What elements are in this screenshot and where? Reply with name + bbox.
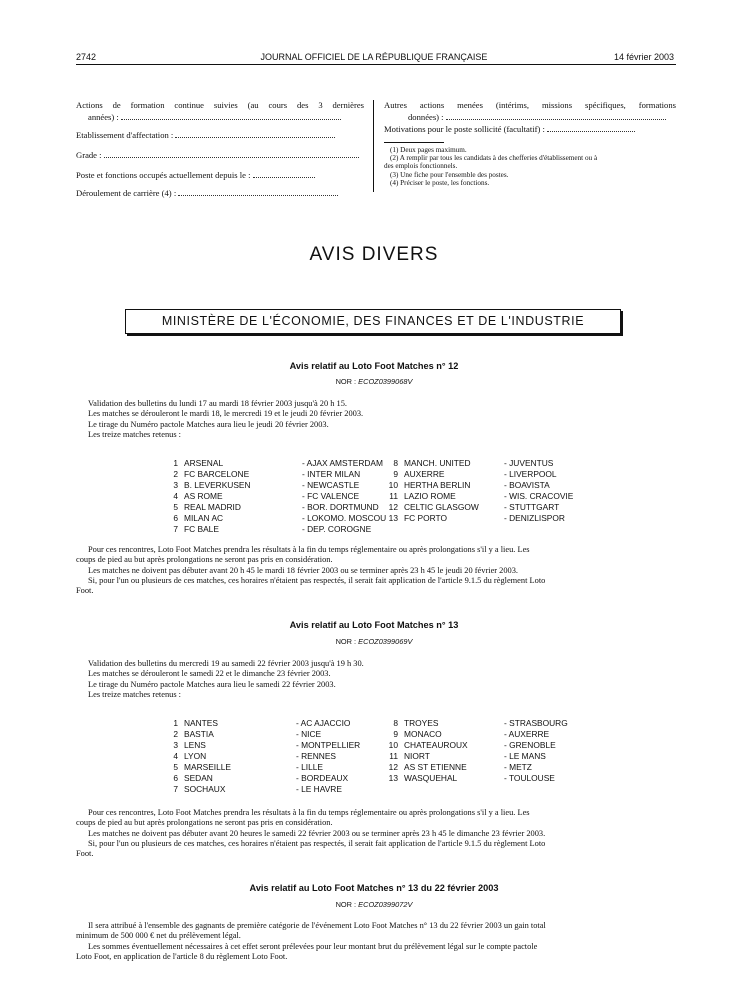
match-number: 5 <box>173 762 178 772</box>
match-home: CHATEAUROUX <box>404 740 468 750</box>
match-row <box>380 729 568 740</box>
avis-2-nor-code: ECOZ0399069V <box>358 637 413 646</box>
match-home: NIORT <box>404 751 430 761</box>
match-away: - LILLE <box>296 762 324 772</box>
match-number: 1 <box>173 458 178 468</box>
avis-1-intro <box>76 399 676 440</box>
avis-1-matches-right <box>380 458 573 524</box>
match-row <box>380 458 573 469</box>
match-away: - AJAX AMSTERDAM <box>302 458 383 468</box>
avis-3-nor: NOR : ECOZ0399072V <box>335 900 413 909</box>
match-number: 4 <box>173 491 178 501</box>
match-away: - JUVENTUS <box>504 458 554 468</box>
match-away: - BOAVISTA <box>504 480 550 490</box>
match-row <box>380 751 568 762</box>
journal-title: JOURNAL OFFICIEL DE LA RÉPUBLIQUE FRANÇAISE <box>260 52 488 62</box>
avis-1-retenus: Les treize matches retenus : <box>88 429 182 439</box>
match-away: - MONTPELLIER <box>296 740 361 750</box>
page-number: 2742 <box>76 52 97 62</box>
avis-1-nor: NOR : ECOZ0399068V <box>335 377 413 386</box>
avis-1-dates: Les matches se dérouleront le mardi 18, le mercredi 19 et le jeudi 20 février 2003. <box>88 409 364 419</box>
match-number: 12 <box>388 762 398 772</box>
avis-1-matches-left <box>164 458 414 535</box>
avis-1-validation: Validation des bulletins du lundi 17 au mardi 18 février 2003 jusqu'à 20 h 15. <box>88 399 347 408</box>
match-home: MANCH. UNITED <box>404 458 471 468</box>
avis-1-conditions-3: Si, pour l'un ou plusieurs de ces matches, ces horaires n'étaient pas respectés, il serait fait application de l'article 9.1.5 du règlement Loto <box>88 575 546 585</box>
footnote-2: (2) A remplir par tous les candidats à des chefferies d'établissement ou à <box>390 154 598 163</box>
issue-date: 14 février 2003 <box>613 52 674 62</box>
match-home: LAZIO ROME <box>404 491 456 501</box>
match-home: BASTIA <box>184 729 214 739</box>
avis-2-nor: NOR : ECOZ0399069V <box>335 637 413 646</box>
footnote-1: (1) Deux pages maximum. <box>390 146 467 154</box>
match-home: MARSEILLE <box>184 762 232 772</box>
match-away: - BOR. DORTMUND <box>302 502 379 512</box>
match-number: 11 <box>389 491 398 501</box>
match-home: TROYES <box>404 718 439 728</box>
match-away: - RENNES <box>296 751 337 761</box>
form-row-formation: Actions de formation continue suivies (au cours des 3 dernières <box>76 100 364 110</box>
match-number: 6 <box>173 513 178 523</box>
match-row <box>164 784 406 795</box>
match-home: HERTHA BERLIN <box>404 480 471 490</box>
avis-2-validation: Validation des bulletins du mercredi 19 au samedi 22 février 2003 jusqu'à 19 h 30. <box>88 659 364 668</box>
match-number: 9 <box>393 729 398 739</box>
avis-1-conditions-1: Pour ces rencontres, Loto Foot Matches prendra les résultats à la fin du temps réglementaire ou après prolongations s'il y a lieu. Les <box>88 545 530 554</box>
match-home: AS ROME <box>184 491 223 501</box>
match-number: 2 <box>173 469 178 479</box>
avis-3-nor-code: ECOZ0399072V <box>358 900 413 909</box>
avis-2-matches-right <box>380 718 568 784</box>
match-row <box>164 718 406 729</box>
avis-2-conditions-3b: Foot. <box>76 849 94 859</box>
match-home: AS ST ETIENNE <box>404 762 467 772</box>
match-number: 9 <box>393 469 398 479</box>
match-number: 10 <box>388 480 398 490</box>
match-home: MONACO <box>404 729 442 739</box>
match-home: SEDAN <box>184 773 213 783</box>
match-home: REAL MADRID <box>184 502 241 512</box>
form-row-grade: Grade : <box>76 149 364 161</box>
match-number: 3 <box>173 740 178 750</box>
avis-2-conditions-3: Si, pour l'un ou plusieurs de ces matches, ces horaires n'étaient pas respectés, il serait fait application de l'article 9.1.5 du règlement Loto <box>88 838 546 848</box>
avis-2-matches-left <box>164 718 406 795</box>
footnote-rule <box>384 142 444 143</box>
form-row-formation-cont: années) : <box>76 111 364 123</box>
match-away: - DEP. COROGNE <box>302 524 372 534</box>
match-number: 4 <box>173 751 178 761</box>
match-row <box>164 480 414 491</box>
match-home: AUXERRE <box>404 469 445 479</box>
match-number: 11 <box>389 751 398 761</box>
match-number: 13 <box>388 513 398 523</box>
header-rule <box>76 64 676 65</box>
match-row <box>380 718 568 729</box>
form-left-column <box>76 100 364 199</box>
ministry-title: MINISTÈRE DE L'ÉCONOMIE, DES FINANCES ET DE L'INDUSTRIE <box>161 314 585 328</box>
match-away: - LE HAVRE <box>296 784 342 794</box>
form-right-column <box>384 100 676 187</box>
avis-2-conditions-2: Les matches ne doivent pas débuter avant 20 heures le samedi 22 février 2003 ou se terminer après 23 h 45 le dimanche 23 février 2003. <box>88 828 546 838</box>
match-row <box>164 469 414 480</box>
avis-3-sommes: Les sommes éventuellement nécessaires à cet effet seront prélevées pour leur montant brut du prélèvement légal sur le compte pactole <box>88 941 538 951</box>
match-away: - AC AJACCIO <box>296 718 351 728</box>
match-number: 10 <box>388 740 398 750</box>
match-away: - LIVERPOOL <box>504 469 557 479</box>
match-row <box>164 502 414 513</box>
match-row <box>380 469 573 480</box>
match-number: 7 <box>173 524 178 534</box>
match-away: - LE MANS <box>504 751 546 761</box>
footnote-2-cont: des emplois fonctionnels. <box>384 162 458 171</box>
match-away: - BORDEAUX <box>296 773 349 783</box>
avis-3-body <box>76 921 676 962</box>
match-number: 2 <box>173 729 178 739</box>
ministry-banner <box>125 309 621 334</box>
match-row <box>164 740 406 751</box>
match-away: - AUXERRE <box>504 729 550 739</box>
footnote-4: (4) Préciser le poste, les fonctions. <box>390 178 490 187</box>
match-number: 13 <box>388 773 398 783</box>
match-number: 6 <box>173 773 178 783</box>
avis-3-gain: Il sera attribué à l'ensemble des gagnants de première catégorie de l'événement Loto Foot Matches n° 13 du 22 février 2003 un gain total <box>88 921 546 930</box>
avis-1-conditions-2: Les matches ne doivent pas débuter avant 20 h 45 le mardi 18 février 2003 ou se terminer après 23 h 45 le jeudi 20 février 2003. <box>88 565 519 575</box>
avis-3-title: Avis relatif au Loto Foot Matches n° 13 du 22 février 2003 <box>249 883 499 893</box>
match-away: - TOULOUSE <box>504 773 555 783</box>
footnotes <box>384 146 676 187</box>
match-away: - LOKOMO. MOSCOU <box>302 513 387 523</box>
avis-1-nor-code: ECOZ0399068V <box>358 377 413 386</box>
match-home: FC BALE <box>184 524 219 534</box>
form-row-etablissement: Etablissement d'affectation : <box>76 129 364 141</box>
match-home: FC BARCELONE <box>184 469 250 479</box>
match-row <box>164 729 406 740</box>
match-home: FC PORTO <box>404 513 447 523</box>
match-number: 5 <box>173 502 178 512</box>
avis-2-retenus: Les treize matches retenus : <box>88 689 182 699</box>
match-away: - STRASBOURG <box>504 718 568 728</box>
match-row <box>380 480 573 491</box>
match-home: B. LEVERKUSEN <box>184 480 251 490</box>
avis-2-title: Avis relatif au Loto Foot Matches n° 13 <box>289 620 459 630</box>
form-row-poste: Poste et fonctions occupés actuellement depuis le : <box>76 169 364 181</box>
avis-2-dates: Les matches se dérouleront le samedi 22 et le dimanche 23 février 2003. <box>88 669 331 679</box>
match-away: - STUTTGART <box>504 502 560 512</box>
section-title: AVIS DIVERS <box>309 244 439 265</box>
match-row <box>164 762 406 773</box>
match-home: ARSENAL <box>184 458 224 468</box>
avis-1-tirage: Le tirage du Numéro pactole Matches aura lieu le jeudi 20 février 2003. <box>88 419 329 429</box>
match-row <box>164 751 406 762</box>
match-row <box>380 762 568 773</box>
form-row-autres-actions-cont: données) : <box>384 111 676 123</box>
match-row <box>380 740 568 751</box>
avis-2-intro <box>76 659 676 700</box>
match-number: 1 <box>173 718 178 728</box>
match-row <box>164 491 414 502</box>
match-home: NANTES <box>184 718 218 728</box>
match-home: WASQUEHAL <box>404 773 458 783</box>
match-away: - NEWCASTLE <box>302 480 360 490</box>
match-home: LENS <box>184 740 206 750</box>
match-row <box>380 502 573 513</box>
form-row-motivations: Motivations pour le poste sollicité (facultatif) : <box>384 123 676 135</box>
match-number: 8 <box>393 458 398 468</box>
match-home: LYON <box>184 751 207 761</box>
form-row-autres-actions: Autres actions menées (intérims, missions spécifiques, formations <box>384 100 676 110</box>
match-row <box>164 773 406 784</box>
match-number: 3 <box>173 480 178 490</box>
avis-2-conditions-1b: coups de pied au but après prolongations ne seront pas pris en considération. <box>76 818 333 828</box>
match-away: - INTER MILAN <box>302 469 361 479</box>
match-home: MILAN AC <box>184 513 224 523</box>
match-row <box>380 513 573 524</box>
form-row-carriere: Déroulement de carrière (4) : <box>76 187 364 199</box>
match-row <box>380 491 573 502</box>
match-home: SOCHAUX <box>184 784 226 794</box>
avis-2-tirage: Le tirage du Numéro pactole Matches aura lieu le samedi 22 février 2003. <box>88 679 336 689</box>
match-away: - GRENOBLE <box>504 740 556 750</box>
match-home: CELTIC GLASGOW <box>404 502 479 512</box>
column-divider <box>373 100 374 192</box>
match-number: 7 <box>173 784 178 794</box>
avis-3-gain-cont: minimum de 500 000 € net du prélèvement légal. <box>76 931 241 941</box>
match-away: - METZ <box>504 762 532 772</box>
match-row <box>164 458 414 469</box>
match-number: 8 <box>393 718 398 728</box>
match-number: 12 <box>388 502 398 512</box>
match-away: - DENIZLISPOR <box>504 513 565 523</box>
match-away: - NICE <box>296 729 322 739</box>
avis-2-conditions-1: Pour ces rencontres, Loto Foot Matches prendra les résultats à la fin du temps réglementaire ou après prolongations s'il y a lieu. Les <box>88 808 530 817</box>
avis-3-sommes-cont: Loto Foot, en application de l'article 8 du règlement Loto Foot. <box>76 951 288 961</box>
match-row <box>164 524 414 535</box>
avis-2-conditions <box>76 808 676 859</box>
avis-1-conditions-3b: Foot. <box>76 586 94 596</box>
match-row <box>164 513 414 524</box>
footnote-3: (3) Une fiche pour l'ensemble des postes. <box>390 170 509 179</box>
avis-1-title: Avis relatif au Loto Foot Matches n° 12 <box>289 361 459 371</box>
match-away: - WIS. CRACOVIE <box>504 491 574 501</box>
match-away: - FC VALENCE <box>302 491 360 501</box>
avis-1-conditions-1b: coups de pied au but après prolongations ne seront pas pris en considération. <box>76 555 333 565</box>
avis-1-conditions <box>76 545 676 596</box>
match-row <box>380 773 568 784</box>
